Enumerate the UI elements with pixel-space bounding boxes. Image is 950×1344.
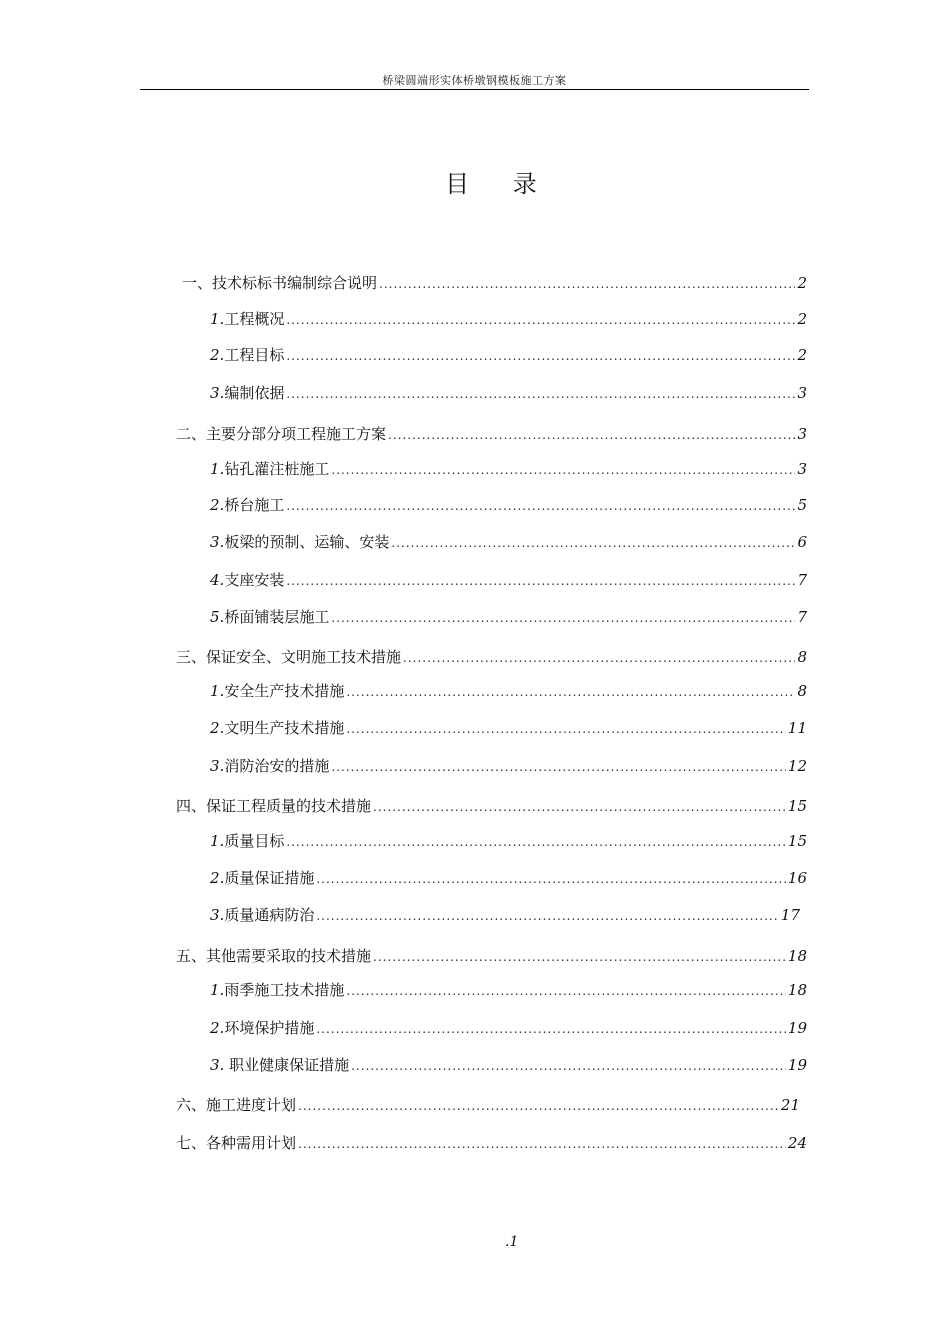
toc-entry-page: 3 — [797, 384, 807, 402]
toc-entry[interactable] — [210, 980, 807, 1001]
toc-leader — [286, 346, 795, 366]
toc-entry[interactable] — [210, 570, 807, 591]
toc-entry-label: 2.文明生产技术措施 — [210, 719, 345, 737]
toc-entry-label: 3.消防治安的措施 — [210, 757, 330, 775]
toc-entry[interactable] — [210, 532, 807, 553]
toc-entry-label: 七、各种需用计划 — [176, 1134, 297, 1152]
toc-entry-page: 15 — [787, 832, 807, 850]
toc-entry-page: 2 — [797, 346, 807, 364]
toc-entry-label: 1.雨季施工技术措施 — [210, 981, 345, 999]
toc-entry-label: 三、保证安全、文明施工技术措施 — [176, 648, 402, 666]
toc-entry-page: 8 — [797, 648, 807, 666]
toc-leader — [286, 310, 795, 330]
toc-entry[interactable] — [210, 495, 807, 516]
page-number: .1 — [505, 1234, 519, 1250]
toc-leader — [286, 832, 786, 852]
toc-entry[interactable] — [176, 946, 807, 967]
toc-entry[interactable] — [210, 1018, 807, 1039]
toc-leader — [316, 906, 779, 926]
toc-entry-label: 2.质量保证措施 — [210, 869, 315, 887]
toc-entry-label: 1.工程概况 — [210, 310, 285, 328]
toc-leader — [346, 719, 786, 739]
toc-entry-page: 19 — [787, 1056, 807, 1074]
toc-entry-page: 15 — [787, 797, 807, 815]
toc-entry[interactable] — [210, 831, 807, 852]
toc-leader — [351, 1056, 786, 1076]
toc-entry-label: 3.质量通病防治 — [210, 906, 315, 924]
toc-leader — [286, 384, 795, 404]
toc-entry[interactable] — [176, 647, 807, 668]
toc-entry[interactable] — [210, 345, 807, 366]
toc-entry-page: 18 — [787, 947, 807, 965]
toc-entry-label: 4.支座安装 — [210, 571, 285, 589]
toc-entry-page: 7 — [797, 608, 807, 626]
toc-entry-label: 3. 职业健康保证措施 — [210, 1056, 350, 1074]
toc-entry-label: 2.工程目标 — [210, 346, 285, 364]
toc-entry-page: 7 — [797, 571, 807, 589]
toc-entry[interactable] — [182, 273, 807, 294]
toc-entry-page: 24 — [787, 1134, 807, 1152]
toc-entry-page: 6 — [797, 533, 807, 551]
toc-leader — [286, 571, 795, 591]
toc-leader — [316, 1019, 786, 1039]
toc-entry-page: 8 — [797, 682, 807, 700]
toc-entry-page: 3 — [797, 425, 807, 443]
toc-leader — [298, 1134, 786, 1154]
toc-entry[interactable] — [176, 424, 807, 445]
toc-entry-page: 2 — [797, 274, 807, 292]
toc-entry-page: 3 — [797, 460, 807, 478]
toc-leader — [388, 425, 795, 445]
toc-entry-page: 17 — [780, 906, 800, 924]
toc-leader — [373, 947, 786, 967]
toc-entry-label: 1.安全生产技术措施 — [210, 682, 345, 700]
toc-leader — [373, 797, 786, 817]
toc-entry[interactable] — [176, 796, 807, 817]
toc-entry[interactable] — [210, 607, 807, 628]
toc-entry-page: 2 — [797, 310, 807, 328]
toc-entry-label: 二、主要分部分项工程施工方案 — [176, 425, 387, 443]
toc-leader — [331, 608, 795, 628]
toc-entry-page: 21 — [780, 1096, 800, 1114]
toc-leader — [331, 757, 786, 777]
toc-entry-label: 1.钻孔灌注桩施工 — [210, 460, 330, 478]
toc-entry-label: 5.桥面铺装层施工 — [210, 608, 330, 626]
toc-title: 目 录 — [445, 170, 555, 198]
toc-entry-label: 3.编制依据 — [210, 384, 285, 402]
toc-entry[interactable] — [210, 868, 807, 889]
toc-leader — [346, 981, 786, 1001]
toc-entry-page: 18 — [787, 981, 807, 999]
toc-leader — [379, 274, 795, 294]
toc-leader — [346, 682, 795, 702]
toc-leader — [403, 648, 795, 668]
toc-leader — [316, 869, 786, 889]
toc-leader — [331, 460, 795, 480]
toc-entry[interactable] — [210, 905, 800, 926]
toc-entry-page: 12 — [787, 757, 807, 775]
toc-entry[interactable] — [176, 1095, 800, 1116]
running-header: 桥梁圆端形实体桥墩钢模板施工方案 — [382, 74, 567, 87]
toc-entry-label: 四、保证工程质量的技术措施 — [176, 797, 372, 815]
toc-entry-page: 16 — [787, 869, 807, 887]
toc-entry[interactable] — [210, 681, 807, 702]
toc-entry[interactable] — [210, 718, 807, 739]
toc-entry-label: 1.质量目标 — [210, 832, 285, 850]
toc-entry[interactable] — [210, 459, 807, 480]
toc-entry[interactable] — [210, 383, 807, 404]
toc-entry[interactable] — [210, 1055, 807, 1076]
toc-entry-label: 五、其他需要采取的技术措施 — [176, 947, 372, 965]
toc-entry-label: 六、施工进度计划 — [176, 1096, 297, 1114]
toc-entry-page: 19 — [787, 1019, 807, 1037]
toc-leader — [286, 496, 795, 516]
toc-entry-label: 3.板梁的预制、运输、安装 — [210, 533, 390, 551]
toc-entry-label: 2.环境保护措施 — [210, 1019, 315, 1037]
toc-leader — [391, 533, 795, 553]
toc-entry-page: 5 — [797, 496, 807, 514]
toc-entry-page: 11 — [787, 719, 807, 737]
toc-entry-label: 一、技术标标书编制综合说明 — [182, 274, 378, 292]
toc-entry-label: 2.桥台施工 — [210, 496, 285, 514]
toc-entry[interactable] — [210, 309, 807, 330]
toc-entry[interactable] — [210, 756, 807, 777]
toc-leader — [298, 1096, 779, 1116]
toc-entry[interactable] — [176, 1133, 807, 1154]
